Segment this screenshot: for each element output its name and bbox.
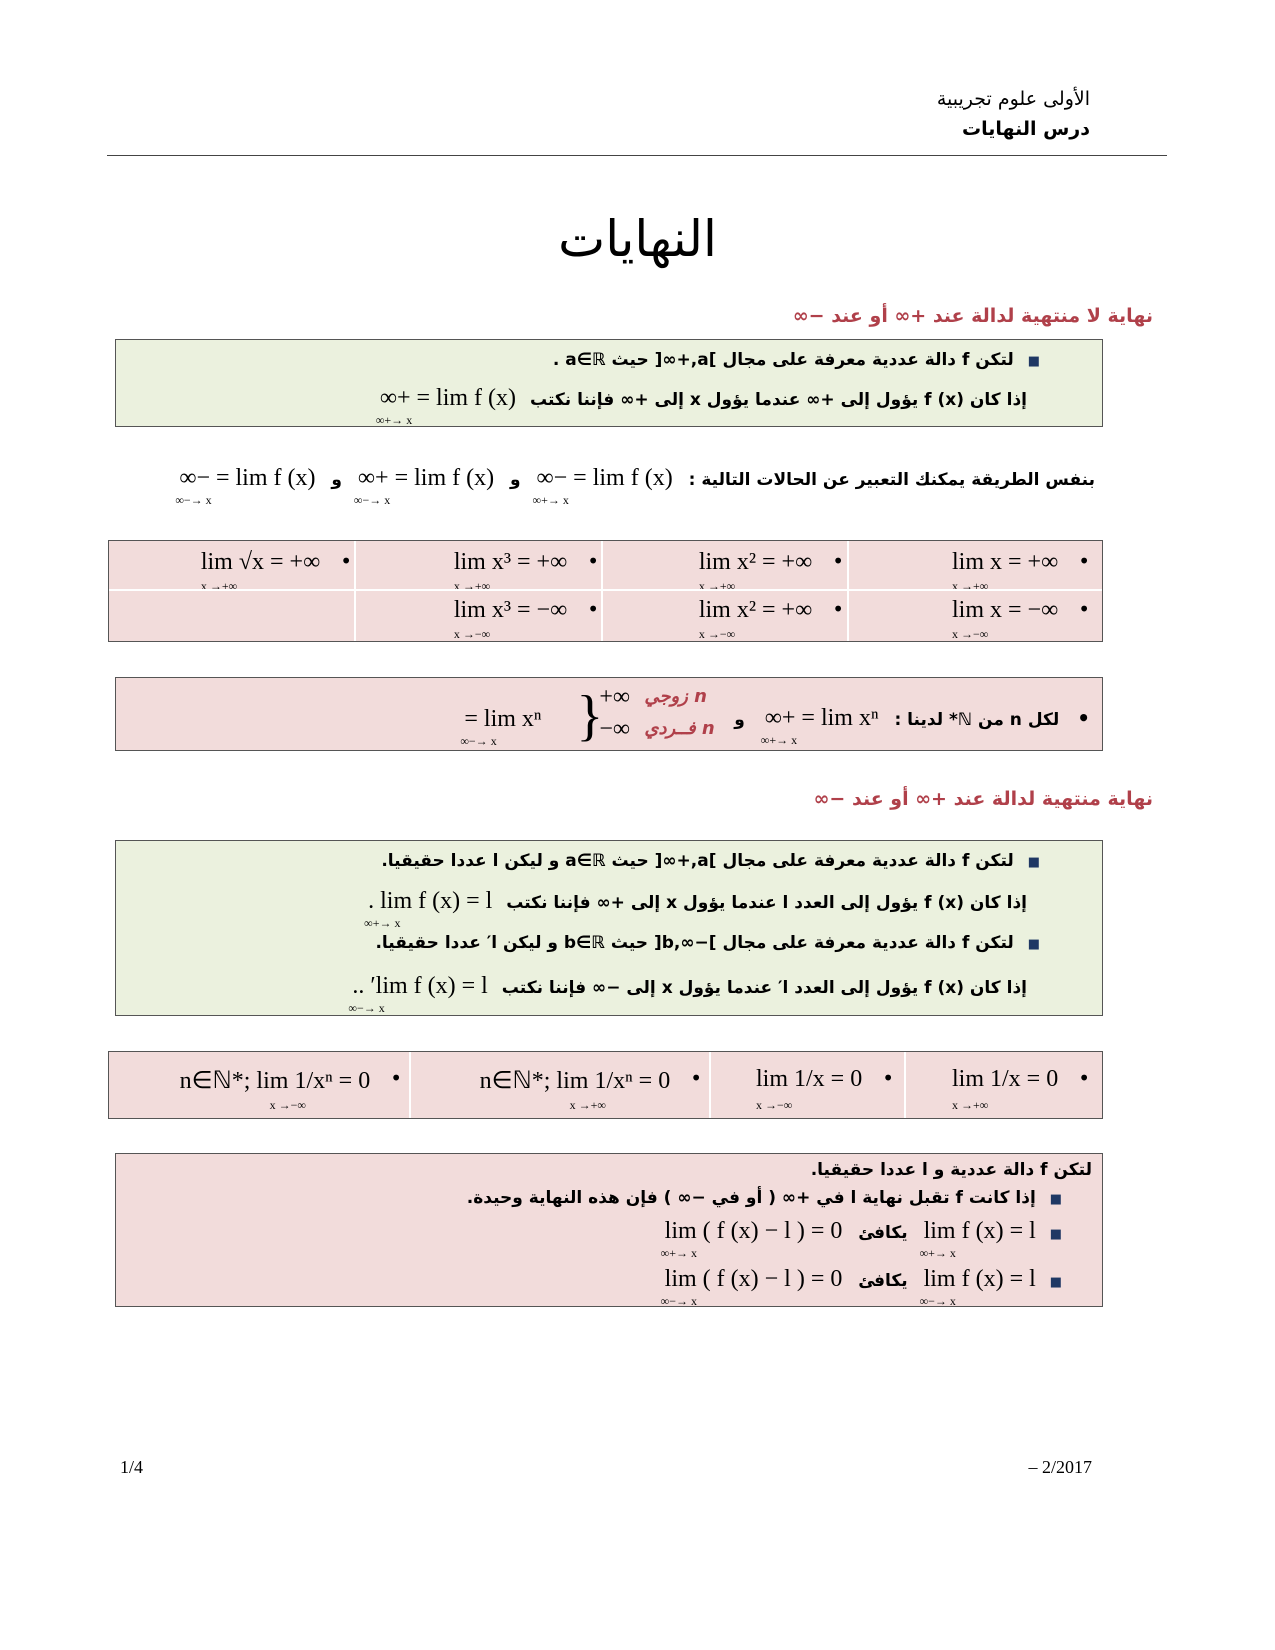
box2-limit-plus: lim f (x) = l . x →+∞: [364, 888, 493, 930]
uniqueness-box: [115, 1153, 1103, 1307]
limit-cell: • n∈ℕ*; lim 1/xⁿ = 0 x →−∞: [179, 1066, 402, 1112]
header-divider: [107, 155, 1167, 156]
box1-line2: [116, 385, 1027, 427]
definition-box-infinite: [115, 339, 1103, 427]
limit-cell: • lim x = −∞ x →−∞: [952, 597, 1090, 641]
box2-line4-text: إذا كان f (x) يؤول إلى العدد l′ عندما يؤول x إلى −∞ فإننا نكتب: [501, 978, 1027, 998]
square-bullet-icon: ■: [1027, 354, 1040, 369]
square-bullet-icon: ■: [1049, 1275, 1062, 1290]
limit-cell: • lim 1/x = 0 x →+∞: [951, 1066, 1090, 1112]
other-cases-text: بنفس الطريقة يمكنك التعبير عن الحالات التالية :: [688, 470, 1095, 490]
limit-cell: • lim x² = +∞ x →−∞: [698, 597, 844, 641]
unique-equiv-minus: ■ lim f (x) = l x →−∞ يكافئ lim ( f (x) − l ) = 0 x →−∞: [660, 1266, 1062, 1308]
unique-line2: [116, 1188, 1062, 1208]
box2-line3: [116, 933, 1040, 953]
page-number: 1/4: [120, 1457, 144, 1477]
limit-cell: • lim √x = +∞ x →+∞: [200, 549, 352, 593]
other-case-3: lim f (x) = −∞ x →−∞: [175, 465, 316, 507]
box2-line2: [116, 888, 1027, 930]
other-cases-line: [175, 465, 1095, 507]
round-bullet-icon: •: [1077, 706, 1090, 730]
unique-equiv-plus: ■ lim f (x) = l x →+∞ يكافئ lim ( f (x) − l ) = 0 x →+∞: [660, 1218, 1062, 1260]
box1-line1-text: لتكن f دالة عددية معرفة على مجال ]a,+∞[ حيث a∈ℝ .: [552, 350, 1014, 370]
box2-limit-minus: lim f (x) = l′ .. x →−∞: [348, 973, 488, 1015]
box2-line1-text: لتكن f دالة عددية معرفة على مجال ]a,+∞[ حيث a∈ℝ و ليكن l عددا حقيقيا.: [381, 851, 1014, 871]
basic-limits-table: [108, 540, 1103, 642]
powers-text: لكل n من ℕ* لدينا :: [894, 710, 1060, 730]
box2-line2-text: إذا كان f (x) يؤول إلى العدد l عندما يؤول x إلى +∞ فإننا نكتب: [506, 893, 1027, 913]
equiv-word: يكافئ: [858, 1223, 908, 1243]
unique-line1: [116, 1160, 1092, 1180]
and-word-3: و: [734, 710, 745, 730]
unique-line2-text: إذا كانت f تقبل نهاية l في +∞ ( أو في −∞ ) فإن هذه النهاية وحيدة.: [466, 1188, 1036, 1208]
powers-limit-minus: lim xⁿ = x →−∞ { +∞ n زوجي −∞ n فــردي: [460, 684, 715, 748]
limit-cell: • lim x³ = −∞ x →−∞: [453, 597, 599, 641]
powers-box: [115, 677, 1103, 751]
even-label: n زوجي: [644, 686, 707, 707]
table-divider: [109, 589, 1102, 591]
table-divider: [409, 1052, 411, 1118]
table-divider: [709, 1052, 711, 1118]
section2-heading: نهاية منتهية لدالة عند +∞ أو عند −∞: [813, 788, 1153, 810]
page-title: النهايات: [558, 210, 717, 268]
table-divider: [601, 541, 603, 641]
box1-line2-text: إذا كان f (x) يؤول إلى +∞ عندما يؤول x إلى +∞ فإننا نكتب: [529, 390, 1027, 410]
limit-cell: • n∈ℕ*; lim 1/xⁿ = 0 x →+∞: [479, 1066, 702, 1112]
table-divider: [847, 541, 849, 641]
limit-cell: • lim x = +∞ x →+∞: [952, 549, 1090, 593]
square-bullet-icon: ■: [1049, 1227, 1062, 1242]
brace-icon: {: [576, 685, 604, 747]
limit-cell: • lim x² = +∞ x →+∞: [698, 549, 844, 593]
square-bullet-icon: ■: [1027, 855, 1040, 870]
reciprocal-limits-table: [108, 1051, 1103, 1119]
box1-line1: [116, 350, 1040, 370]
box1-limit: lim f (x) = +∞ x →+∞: [375, 385, 517, 427]
equiv-word: يكافئ: [858, 1271, 908, 1291]
header-lesson: درس النهايات: [962, 118, 1090, 140]
box2-line1: [116, 851, 1040, 871]
table-divider: [904, 1052, 906, 1118]
box2-line4: [116, 973, 1027, 1015]
and-word-2: و: [331, 470, 342, 490]
section1-heading: نهاية لا منتهية لدالة عند +∞ أو عند −∞: [792, 305, 1153, 327]
and-word-1: و: [510, 470, 521, 490]
square-bullet-icon: ■: [1027, 937, 1040, 952]
other-case-1: lim f (x) = −∞ x →+∞: [532, 465, 673, 507]
header-level: الأولى علوم تجريبية: [936, 88, 1090, 110]
other-case-2: lim f (x) = +∞ x →−∞: [353, 465, 495, 507]
table-divider: [354, 541, 356, 641]
limit-cell: • lim x³ = +∞ x →+∞: [453, 549, 599, 593]
school-year: – 2/2017: [1028, 1457, 1092, 1477]
square-bullet-icon: ■: [1049, 1192, 1062, 1207]
limit-cell: • lim 1/x = 0 x →−∞: [755, 1066, 894, 1112]
odd-label: n فــردي: [644, 718, 715, 739]
powers-limit-plus: lim xⁿ = +∞ x →+∞: [760, 705, 879, 747]
box2-line3-text: لتكن f دالة عددية معرفة على مجال ]−∞,b[ حيث b∈ℝ و ليكن l′ عددا حقيقيا.: [375, 933, 1014, 953]
unique-line1-text: لتكن f دالة عددية و l عددا حقيقيا.: [810, 1160, 1092, 1180]
powers-line: [116, 684, 1090, 748]
definition-box-finite: [115, 840, 1103, 1016]
